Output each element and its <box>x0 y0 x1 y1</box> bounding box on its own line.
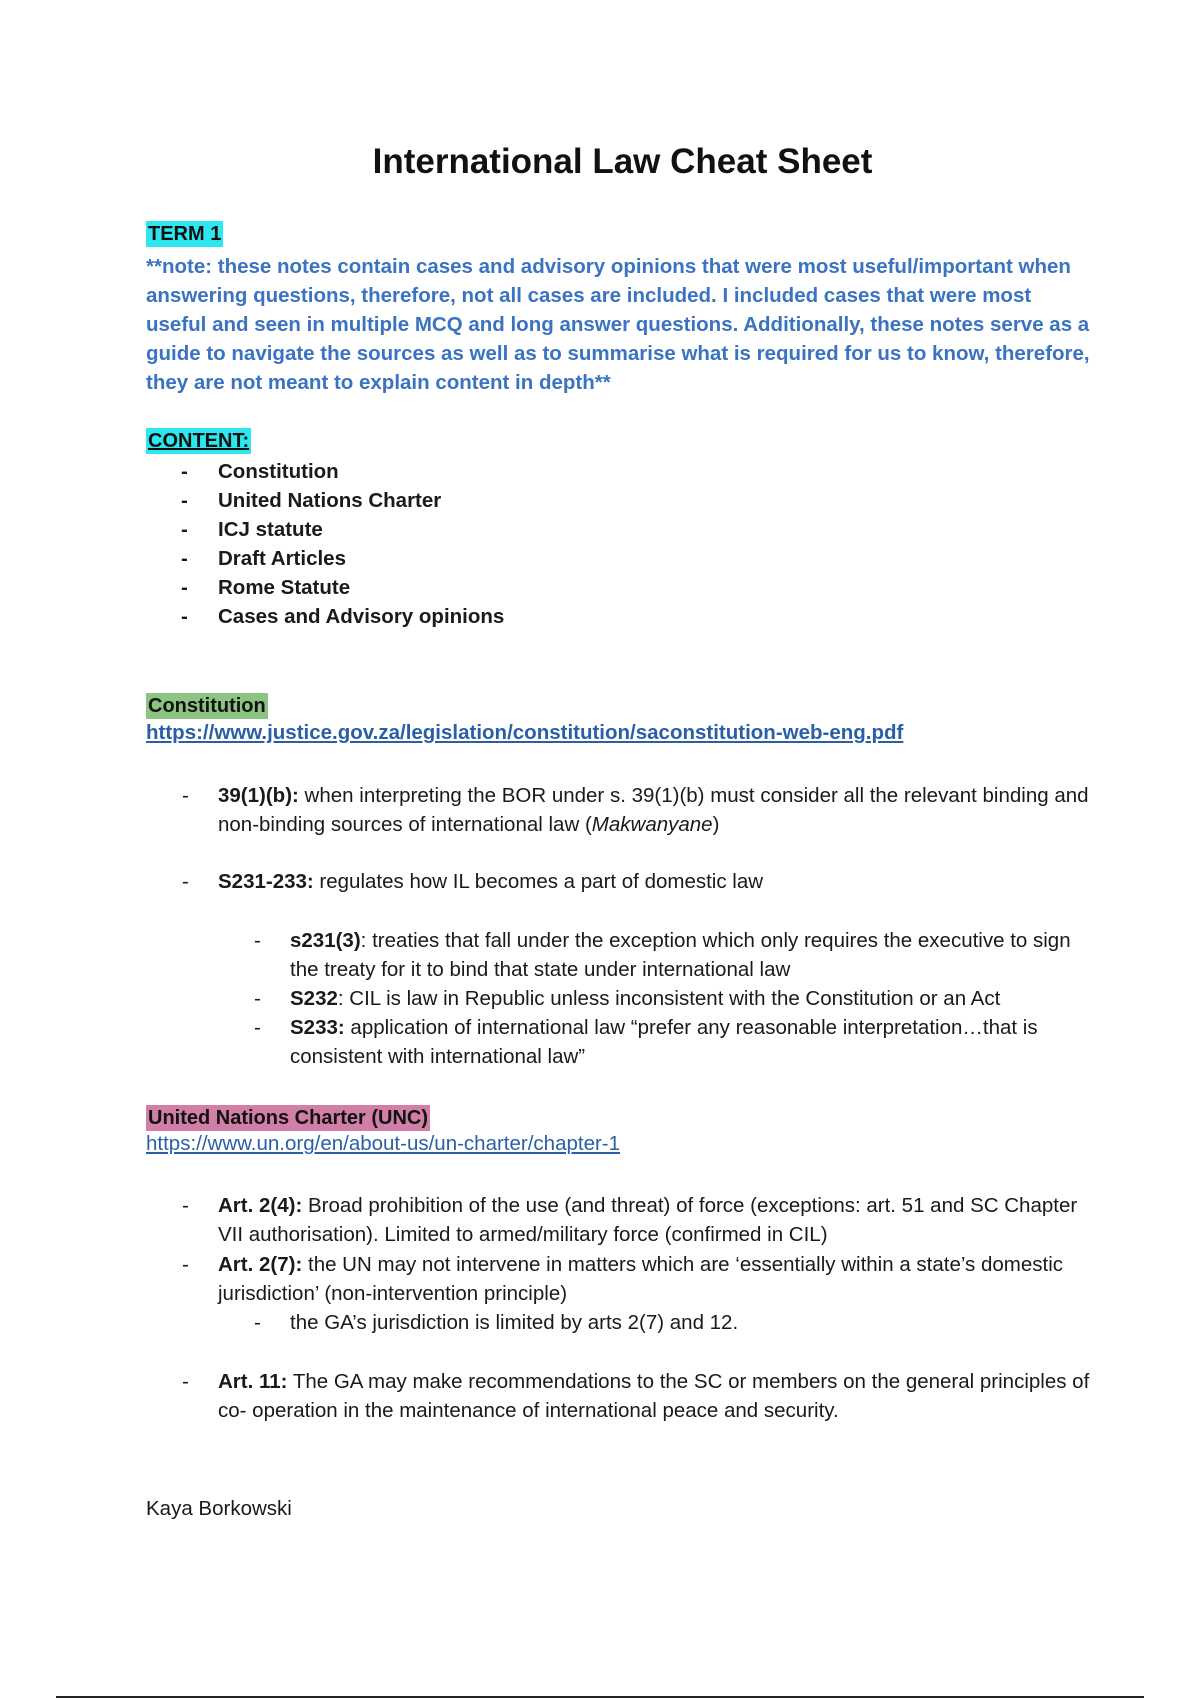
list-item <box>146 486 504 515</box>
content-heading: CONTENT: <box>148 430 250 452</box>
list-item-label: Rome Statute <box>218 576 351 599</box>
unc-sub-ga-jurisdiction: - the GA’s jurisdiction is limited by arts 2(7) and 12. <box>290 1308 1100 1337</box>
constitution-heading: Constitution <box>148 695 266 717</box>
constitution-bullet-231-233: - S231-233: regulates how IL becomes a part of domestic law <box>218 867 1098 896</box>
list-item-label: Constitution <box>218 460 339 483</box>
constitution-bullet-39: - 39(1)(b): when interpreting the BOR under s. 39(1)(b) must consider all the relevant binding and non-binding sources of international law (Makwanyane) <box>218 781 1098 839</box>
list-item <box>146 457 504 486</box>
unc-bullet-art-11: - Art. 11: The GA may make recommendations to the SC or members on the general principles of co- operation in the maintenance of international peace and security. <box>218 1367 1098 1425</box>
list-item-label: ICJ statute <box>218 518 323 541</box>
bullet-dash: - <box>181 605 188 628</box>
list-item-label: Cases and Advisory opinions <box>218 605 505 628</box>
list-item <box>146 573 504 602</box>
constitution-link[interactable]: https://www.justice.gov.za/legislation/constitution/saconstitution-web-eng.pdf <box>146 721 904 744</box>
bullet-dash: - <box>254 987 261 1010</box>
bullet-dash: - <box>254 929 261 952</box>
unc-bullet-art-2-7: - Art. 2(7): the UN may not intervene in matters which are ‘essentially within a state’s domestic jurisdiction’ (non-intervention principle) <box>218 1250 1098 1308</box>
list-item <box>146 544 504 573</box>
term-label: TERM 1 <box>148 223 222 245</box>
unc-heading: United Nations Charter (UNC) <box>148 1107 429 1129</box>
bullet-dash: - <box>182 784 189 807</box>
bullet-dash: - <box>182 870 189 893</box>
page-title: International Law Cheat Sheet <box>372 142 873 181</box>
bullet-dash: - <box>254 1311 261 1334</box>
author-name: Kaya Borkowski <box>146 1497 292 1520</box>
bullet-dash: - <box>181 576 188 599</box>
unc-bullet-art-2-4: - Art. 2(4): Broad prohibition of the use (and threat) of force (exceptions: art. 51 and SC Chapter VII authorisation). Limited to armed/military force (confirmed in CIL) <box>218 1191 1098 1249</box>
bullet-dash: - <box>182 1194 189 1217</box>
constitution-sub-232: - S232: CIL is law in Republic unless inconsistent with the Constitution or an Act <box>290 984 1100 1013</box>
footer-rule <box>56 1696 1144 1698</box>
unc-link[interactable]: https://www.un.org/en/about-us/un-charter/chapter-1 <box>146 1132 621 1155</box>
constitution-sub-233: - S233: application of international law “prefer any reasonable interpretation…that is consistent with international law” <box>290 1013 1100 1071</box>
bullet-dash: - <box>181 518 188 541</box>
list-item-label: Draft Articles <box>218 547 346 570</box>
bullet-dash: - <box>182 1370 189 1393</box>
bullet-dash: - <box>181 547 188 570</box>
bullet-dash: - <box>181 460 188 483</box>
content-list <box>146 457 504 631</box>
bullet-dash: - <box>254 1016 261 1039</box>
list-item <box>146 515 504 544</box>
bullet-dash: - <box>182 1253 189 1276</box>
list-item <box>146 602 504 631</box>
constitution-sub-231-3: - s231(3): treaties that fall under the exception which only requires the executive to sign the treaty for it to bind that state under international law <box>290 926 1100 984</box>
bullet-dash: - <box>181 489 188 512</box>
list-item-label: United Nations Charter <box>218 489 442 512</box>
note-paragraph: **note: these notes contain cases and advisory opinions that were most useful/important when answering questions, therefore, not all cases are included. I included cases that were most useful and seen in multiple MCQ and long answer questions. Additionally, these notes serve as a guide to navigate the sources as well as to summarise what is required for us to know, therefore, they are not meant to explain content in depth** <box>146 255 1090 394</box>
